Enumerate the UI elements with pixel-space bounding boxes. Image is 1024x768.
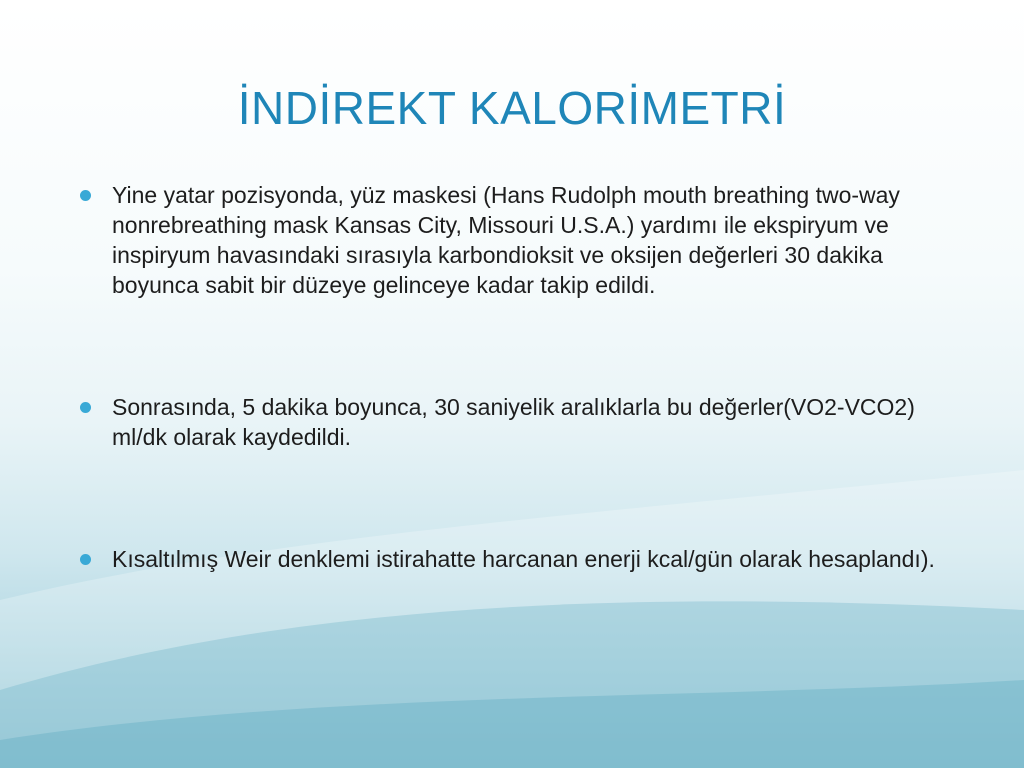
slide-title: İNDİREKT KALORİMETRİ	[237, 82, 787, 134]
bullet-text: Sonrasında, 5 dakika boyunca, 30 saniyelik aralıklarla bu değerler(VO2-VCO2) ml/dk olarak kaydedildi.	[112, 394, 915, 450]
bullet-list	[76, 180, 936, 574]
bullet-item	[76, 544, 936, 574]
bullet-text: Kısaltılmış Weir denklemi istirahatte harcanan enerji kcal/gün olarak hesaplandı).	[112, 546, 935, 572]
bullet-text: Yine yatar pozisyonda, yüz maskesi (Hans Rudolph mouth breathing two-way nonrebreathing mask Kansas City, Missouri U.S.A.) yardımı ile ekspiryum ve inspiryum havasındaki sırasıyla karbondioksit ve oksijen değerleri 30 dakika boyunca sabit bir düzeye gelinceye kadar takip edildi.	[112, 182, 900, 298]
bullet-item	[76, 180, 936, 300]
bullet-item	[76, 392, 936, 452]
bullet-dot-icon	[80, 190, 91, 201]
bullet-dot-icon	[80, 554, 91, 565]
bullet-dot-icon	[80, 402, 91, 413]
